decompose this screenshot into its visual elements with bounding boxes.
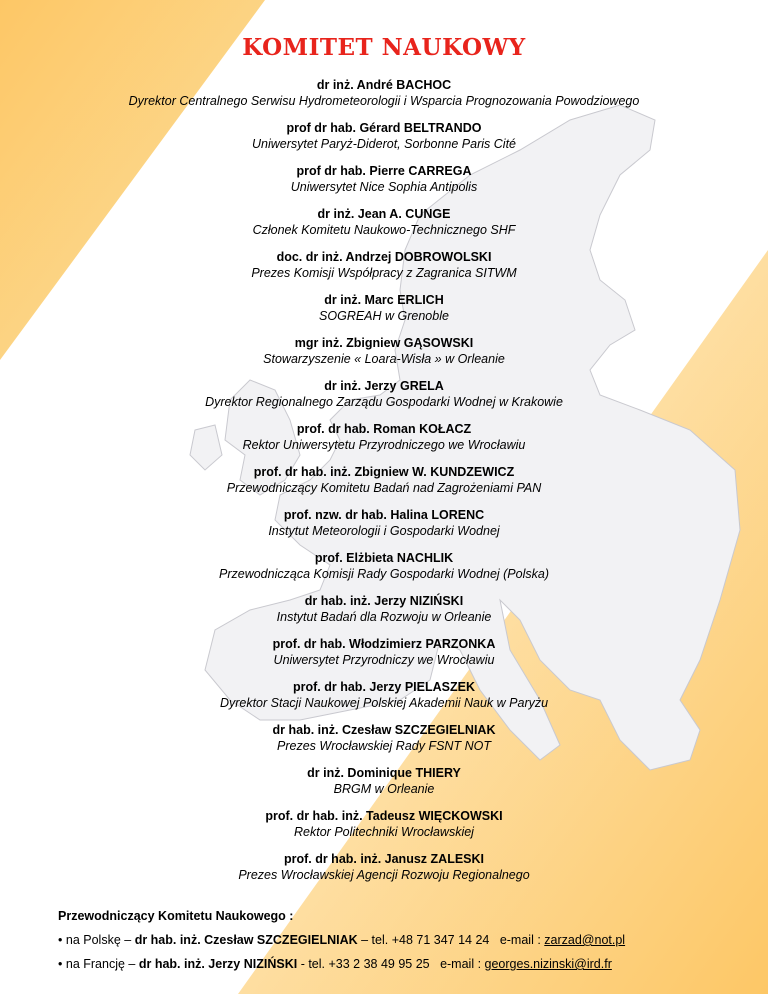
chair-phone: +33 2 38 49 95 25 xyxy=(328,957,430,971)
member-surname: SZCZEGIELNIAK xyxy=(394,723,496,737)
member-name xyxy=(0,421,768,437)
member-role: Prezes Komisji Współpracy z Zagranica SITWM xyxy=(251,266,517,280)
member-name xyxy=(0,851,768,867)
bullet: • xyxy=(58,957,63,971)
chair-person: dr hab. inż. Czesław SZCZEGIELNIAK xyxy=(134,933,358,947)
email-label: e-mail : xyxy=(499,933,541,947)
member-name xyxy=(0,77,768,93)
member-entry xyxy=(0,77,768,120)
member-entry xyxy=(0,507,768,550)
member-title: prof. dr hab. Roman xyxy=(296,422,416,436)
member-role: Prezes Wrocławskiej Rady FSNT NOT xyxy=(277,739,491,753)
member-entry xyxy=(0,335,768,378)
member-role: Przewodnicząca Komisji Rady Gospodarki Wodnej (Polska) xyxy=(219,567,549,581)
member-role: Instytut Badań dla Rozwoju w Orleanie xyxy=(276,610,492,624)
member-role: Członek Komitetu Naukowo-Technicznego SHF xyxy=(252,223,516,237)
member-role: Dyrektor Regionalnego Zarządu Gospodarki Wodnej w Krakowie xyxy=(205,395,563,409)
member-name xyxy=(0,120,768,136)
member-role: Dyrektor Centralnego Serwisu Hydrometeorologii i Wsparcia Prognozowania Powodziowego xyxy=(128,94,640,108)
member-name xyxy=(0,550,768,566)
member-entry xyxy=(0,765,768,808)
member-entry xyxy=(0,421,768,464)
member-title: dr inż. Dominique xyxy=(307,766,412,780)
member-title: dr inż. Marc xyxy=(324,293,394,307)
chair-heading: Przewodniczący Komitetu Naukowego : xyxy=(58,909,294,923)
member-title: prof. dr hab. Włodzimierz xyxy=(272,637,422,651)
member-name xyxy=(0,464,768,480)
member-entry xyxy=(0,722,768,765)
member-entry xyxy=(0,636,768,679)
member-role: Uniwersytet Paryż-Diderot, Sorbonne Paris Cité xyxy=(252,137,516,151)
member-role: SOGREAH w Grenoble xyxy=(319,309,449,323)
member-entry xyxy=(0,851,768,894)
member-surname: BACHOC xyxy=(396,78,452,92)
chair-prefix: na Polskę – xyxy=(65,933,132,947)
member-surname: PARZONKA xyxy=(425,637,496,651)
member-surname: DOBROWOLSKI xyxy=(394,250,492,264)
member-entry xyxy=(0,378,768,421)
member-entry xyxy=(0,249,768,292)
member-surname: BELTRANDO xyxy=(403,121,482,135)
member-title: prof. dr hab. inż. Zbigniew W. xyxy=(253,465,427,479)
member-entry xyxy=(0,550,768,593)
member-name xyxy=(0,507,768,523)
member-surname: GRELA xyxy=(399,379,444,393)
member-role: Dyrektor Stacji Naukowej Polskiej Akademii Nauk w Paryżu xyxy=(219,696,549,710)
members-list xyxy=(0,77,768,894)
member-name xyxy=(0,722,768,738)
member-role: Uniwersytet Nice Sophia Antipolis xyxy=(290,180,478,194)
member-name xyxy=(0,378,768,394)
member-role: Rektor Uniwersytetu Przyrodniczego we Wrocławiu xyxy=(242,438,526,452)
member-surname: LORENC xyxy=(431,508,485,522)
member-surname: GĄSOWSKI xyxy=(403,336,474,350)
member-title: dr hab. inż. Jerzy xyxy=(304,594,407,608)
member-entry xyxy=(0,163,768,206)
email-link[interactable]: georges.nizinski@ird.fr xyxy=(484,957,612,971)
member-surname: ERLICH xyxy=(397,293,444,307)
member-role: Stowarzyszenie « Loara-Wisła » w Orleanie xyxy=(263,352,505,366)
email-label: e-mail : xyxy=(440,957,482,971)
member-title: doc. dr inż. Andrzej xyxy=(276,250,392,264)
chair-line-france xyxy=(58,952,748,976)
bullet: • xyxy=(58,933,63,947)
member-title: mgr inż. Zbigniew xyxy=(294,336,401,350)
member-surname: WIĘCKOWSKI xyxy=(418,809,503,823)
member-title: prof. dr hab. inż. Tadeusz xyxy=(265,809,416,823)
member-entry xyxy=(0,593,768,636)
chair-line-poland xyxy=(58,928,748,952)
member-name xyxy=(0,679,768,695)
member-title: prof. Elżbieta xyxy=(314,551,394,565)
member-surname: KOŁACZ xyxy=(419,422,472,436)
member-entry xyxy=(0,120,768,163)
member-surname: CUNGE xyxy=(405,207,451,221)
member-entry xyxy=(0,808,768,851)
member-entry xyxy=(0,464,768,507)
member-entry xyxy=(0,292,768,335)
member-title: prof dr hab. Pierre xyxy=(296,164,405,178)
chair-sep: – tel. xyxy=(361,933,389,947)
member-title: dr inż. Jerzy xyxy=(324,379,397,393)
member-name xyxy=(0,808,768,824)
chair-section xyxy=(58,904,748,976)
member-title: dr hab. inż. Czesław xyxy=(272,723,392,737)
page-title: KOMITET NAUKOWY xyxy=(242,34,526,61)
member-name xyxy=(0,636,768,652)
member-title: prof. nzw. dr hab. Halina xyxy=(283,508,428,522)
member-name xyxy=(0,335,768,351)
chair-sep: - tel. xyxy=(300,957,326,971)
member-name xyxy=(0,765,768,781)
member-role: Przewodniczący Komitetu Badań nad Zagrożeniami PAN xyxy=(226,481,542,495)
email-link[interactable]: zarzad@not.pl xyxy=(544,933,626,947)
member-name xyxy=(0,292,768,308)
member-name xyxy=(0,249,768,265)
member-surname: ZALESKI xyxy=(430,852,485,866)
member-title: dr inż. Jean A. xyxy=(317,207,402,221)
member-surname: NACHLIK xyxy=(396,551,454,565)
member-surname: THIERY xyxy=(415,766,461,780)
member-title: dr inż. André xyxy=(316,78,393,92)
member-role: Prezes Wrocławskiej Agencji Rozwoju Regionalnego xyxy=(238,868,530,882)
chair-prefix: na Francję – xyxy=(65,957,136,971)
member-surname: KUNDZEWICZ xyxy=(430,465,515,479)
member-role: Rektor Politechniki Wrocławskiej xyxy=(294,825,474,839)
member-name xyxy=(0,206,768,222)
member-name xyxy=(0,593,768,609)
member-title: prof. dr hab. inż. Janusz xyxy=(283,852,428,866)
member-entry xyxy=(0,206,768,249)
chair-person: dr hab. inż. Jerzy NIZIŃSKI xyxy=(138,957,298,971)
member-entry xyxy=(0,679,768,722)
member-role: BRGM w Orleanie xyxy=(333,782,435,796)
member-surname: PIELASZEK xyxy=(404,680,475,694)
member-title: prof. dr hab. Jerzy xyxy=(293,680,402,694)
member-surname: CARREGA xyxy=(408,164,472,178)
member-name xyxy=(0,163,768,179)
member-role: Instytut Meteorologii i Gospodarki Wodnej xyxy=(268,524,500,538)
member-role: Uniwersytet Przyrodniczy we Wrocławiu xyxy=(273,653,495,667)
member-title: prof dr hab. Gérard xyxy=(286,121,401,135)
member-surname: NIZIŃSKI xyxy=(409,594,464,608)
chair-phone: +48 71 347 14 24 xyxy=(391,933,490,947)
